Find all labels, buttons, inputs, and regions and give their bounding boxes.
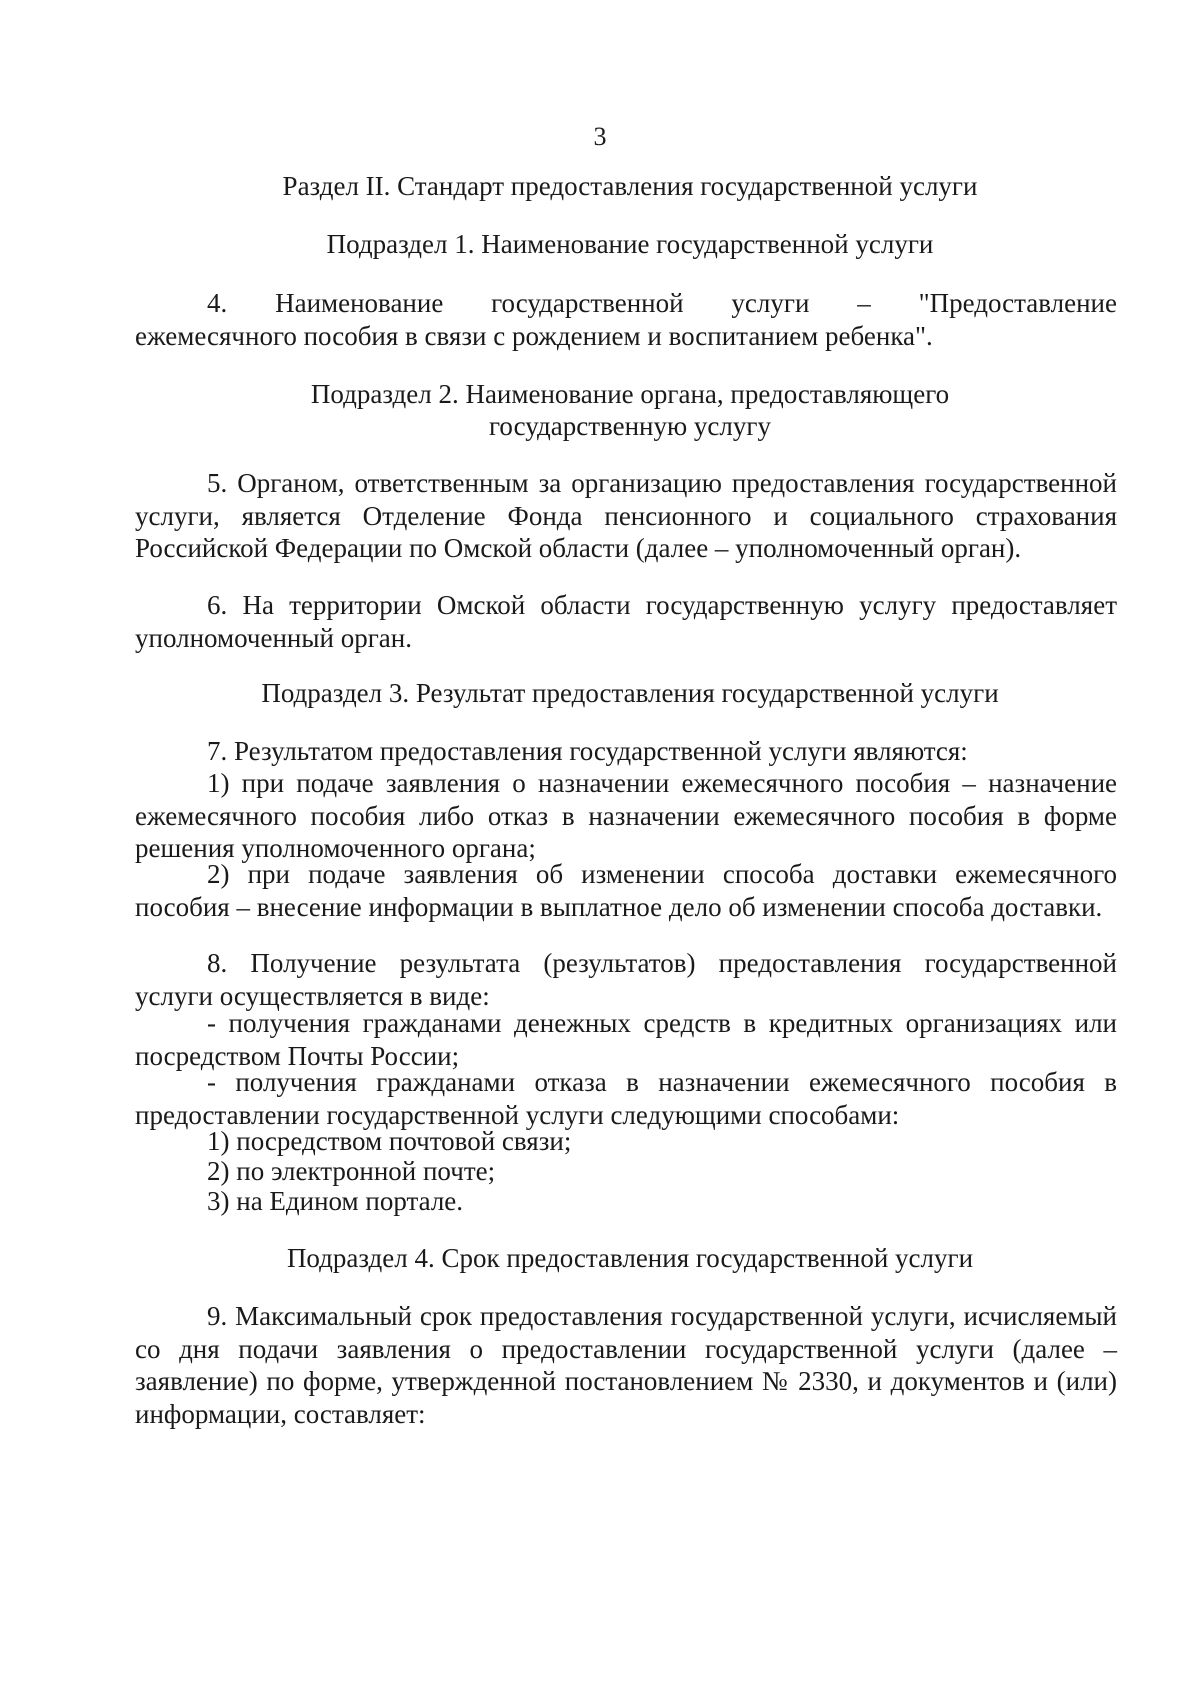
- paragraph-5-text: 5. Органом, ответственным за организацию предоставления государственной услуги, является Отделение Фонда пенсионного и социального страхования Российской Федерации по Омской области (далее – уполномоченный орган).: [135, 468, 1117, 563]
- paragraph-9-text: 9. Максимальный срок предоставления государственной услуги, исчисляемый со дня подачи заявления о предоставлении государственной услуги (далее – заявление) по форме, утвержденной постановлением № 2330, и документов и (или) информации, составляет:: [135, 1301, 1117, 1429]
- paragraph-8-bullet-b: [135, 1066, 1117, 1131]
- paragraph-8: [135, 947, 1117, 1012]
- paragraph-7-text: 7. Результатом предоставления государственной услуги являются:: [207, 736, 968, 766]
- paragraph-8-item-2-text: 2) по электронной почте;: [207, 1156, 496, 1186]
- section-title: Раздел II. Стандарт предоставления государственной услуги: [282, 171, 978, 201]
- paragraph-8-item-2: [135, 1155, 1117, 1188]
- paragraph-8-item-3-text: 3) на Едином портале.: [207, 1186, 464, 1216]
- paragraph-5: [135, 467, 1117, 565]
- paragraph-7-item-2-text: 2) при подаче заявления об изменении способа доставки ежемесячного пособия – внесение информации в выплатное дело об изменении способа доставки.: [135, 859, 1117, 922]
- subsection-2-title-line2: государственную услугу: [489, 411, 771, 441]
- subsection-2-title-line1: Подраздел 2. Наименование органа, предоставляющего: [310, 379, 950, 409]
- subsection-3-title: Подраздел 3. Результат предоставления государственной услуги: [261, 678, 999, 708]
- page-number: 3: [593, 122, 607, 151]
- paragraph-7-item-1: [135, 767, 1117, 865]
- paragraph-8-bullet-b-text: - получения гражданами отказа в назначении ежемесячного пособия в предоставлении государственной услуги следующими способами:: [135, 1067, 1117, 1130]
- paragraph-8-item-1-text: 1) посредством почтовой связи;: [207, 1126, 572, 1156]
- paragraph-7-item-1-text: 1) при подаче заявления о назначении ежемесячного пособия – назначение ежемесячного пособия либо отказ в назначении ежемесячного пособия в форме решения уполномоченного органа;: [135, 768, 1117, 863]
- paragraph-8-bullet-a: [135, 1007, 1117, 1072]
- paragraph-9: [135, 1300, 1117, 1430]
- paragraph-8-item-3: [135, 1185, 1117, 1218]
- subsection-1-title: Подраздел 1. Наименование государственной услуги: [326, 229, 934, 259]
- paragraph-6: [135, 589, 1117, 654]
- paragraph-8-bullet-a-text: - получения гражданами денежных средств в кредитных организациях или посредством Почты России;: [135, 1008, 1117, 1071]
- paragraph-8-text: 8. Получение результата (результатов) предоставления государственной услуги осуществляется в виде:: [135, 948, 1117, 1011]
- paragraph-8-item-1: [135, 1125, 1117, 1158]
- paragraph-4-line1-text: 4. Наименование государственной услуги – "Предоставление: [207, 288, 1117, 318]
- paragraph-4-line1: [135, 287, 1117, 320]
- paragraph-6-text: 6. На территории Омской области государственную услугу предоставляет уполномоченный орган.: [135, 590, 1117, 653]
- subsection-4-title: Подраздел 4. Срок предоставления государственной услуги: [286, 1243, 974, 1273]
- paragraph-7-item-2: [135, 858, 1117, 923]
- paragraph-4-line2: ежемесячного пособия в связи с рождением и воспитанием ребенка".: [135, 321, 933, 351]
- paragraph-7: [135, 735, 1117, 768]
